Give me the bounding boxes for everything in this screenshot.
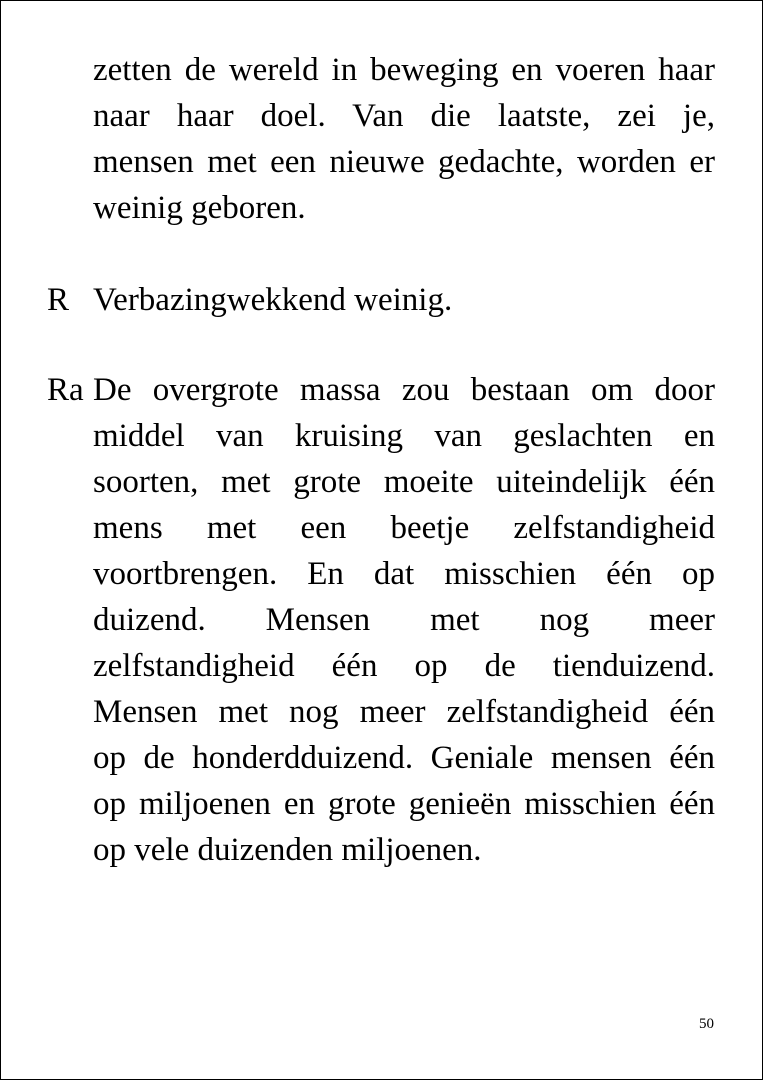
text-line: zelfstandigheid één op de tienduizend.	[93, 648, 715, 684]
page-number: 50	[699, 1016, 714, 1032]
text-line: op vele duizenden miljoenen.	[93, 832, 482, 868]
text-line: op miljoenen en grote genieën misschien één	[93, 786, 715, 822]
text-line: De overgrote massa zou bestaan om door	[93, 372, 715, 408]
text-line: Verbazingwekkend weinig.	[93, 282, 453, 318]
text-line: middel van kruising van geslachten en	[93, 418, 715, 454]
text-line: op de honderdduizend. Geniale mensen één	[93, 740, 715, 776]
text-line: Mensen met nog meer zelfstandigheid één	[93, 694, 715, 730]
text-line: weinig geboren.	[93, 190, 306, 226]
text-line: voortbrengen. En dat misschien één op	[93, 556, 715, 592]
text-line: mensen met een nieuwe gedachte, worden er	[93, 144, 715, 180]
text-line: soorten, met grote moeite uiteindelijk één	[93, 464, 715, 500]
text-line: zetten de wereld in beweging en voeren haar	[93, 52, 715, 88]
speaker-label: Ra	[47, 372, 84, 408]
speaker-label: R	[47, 282, 70, 318]
text-line: duizend. Mensen met nog meer	[93, 602, 715, 638]
text-line: mens met een beetje zelfstandigheid	[93, 510, 715, 546]
text-line: naar haar doel. Van die laatste, zei je,	[93, 98, 715, 134]
